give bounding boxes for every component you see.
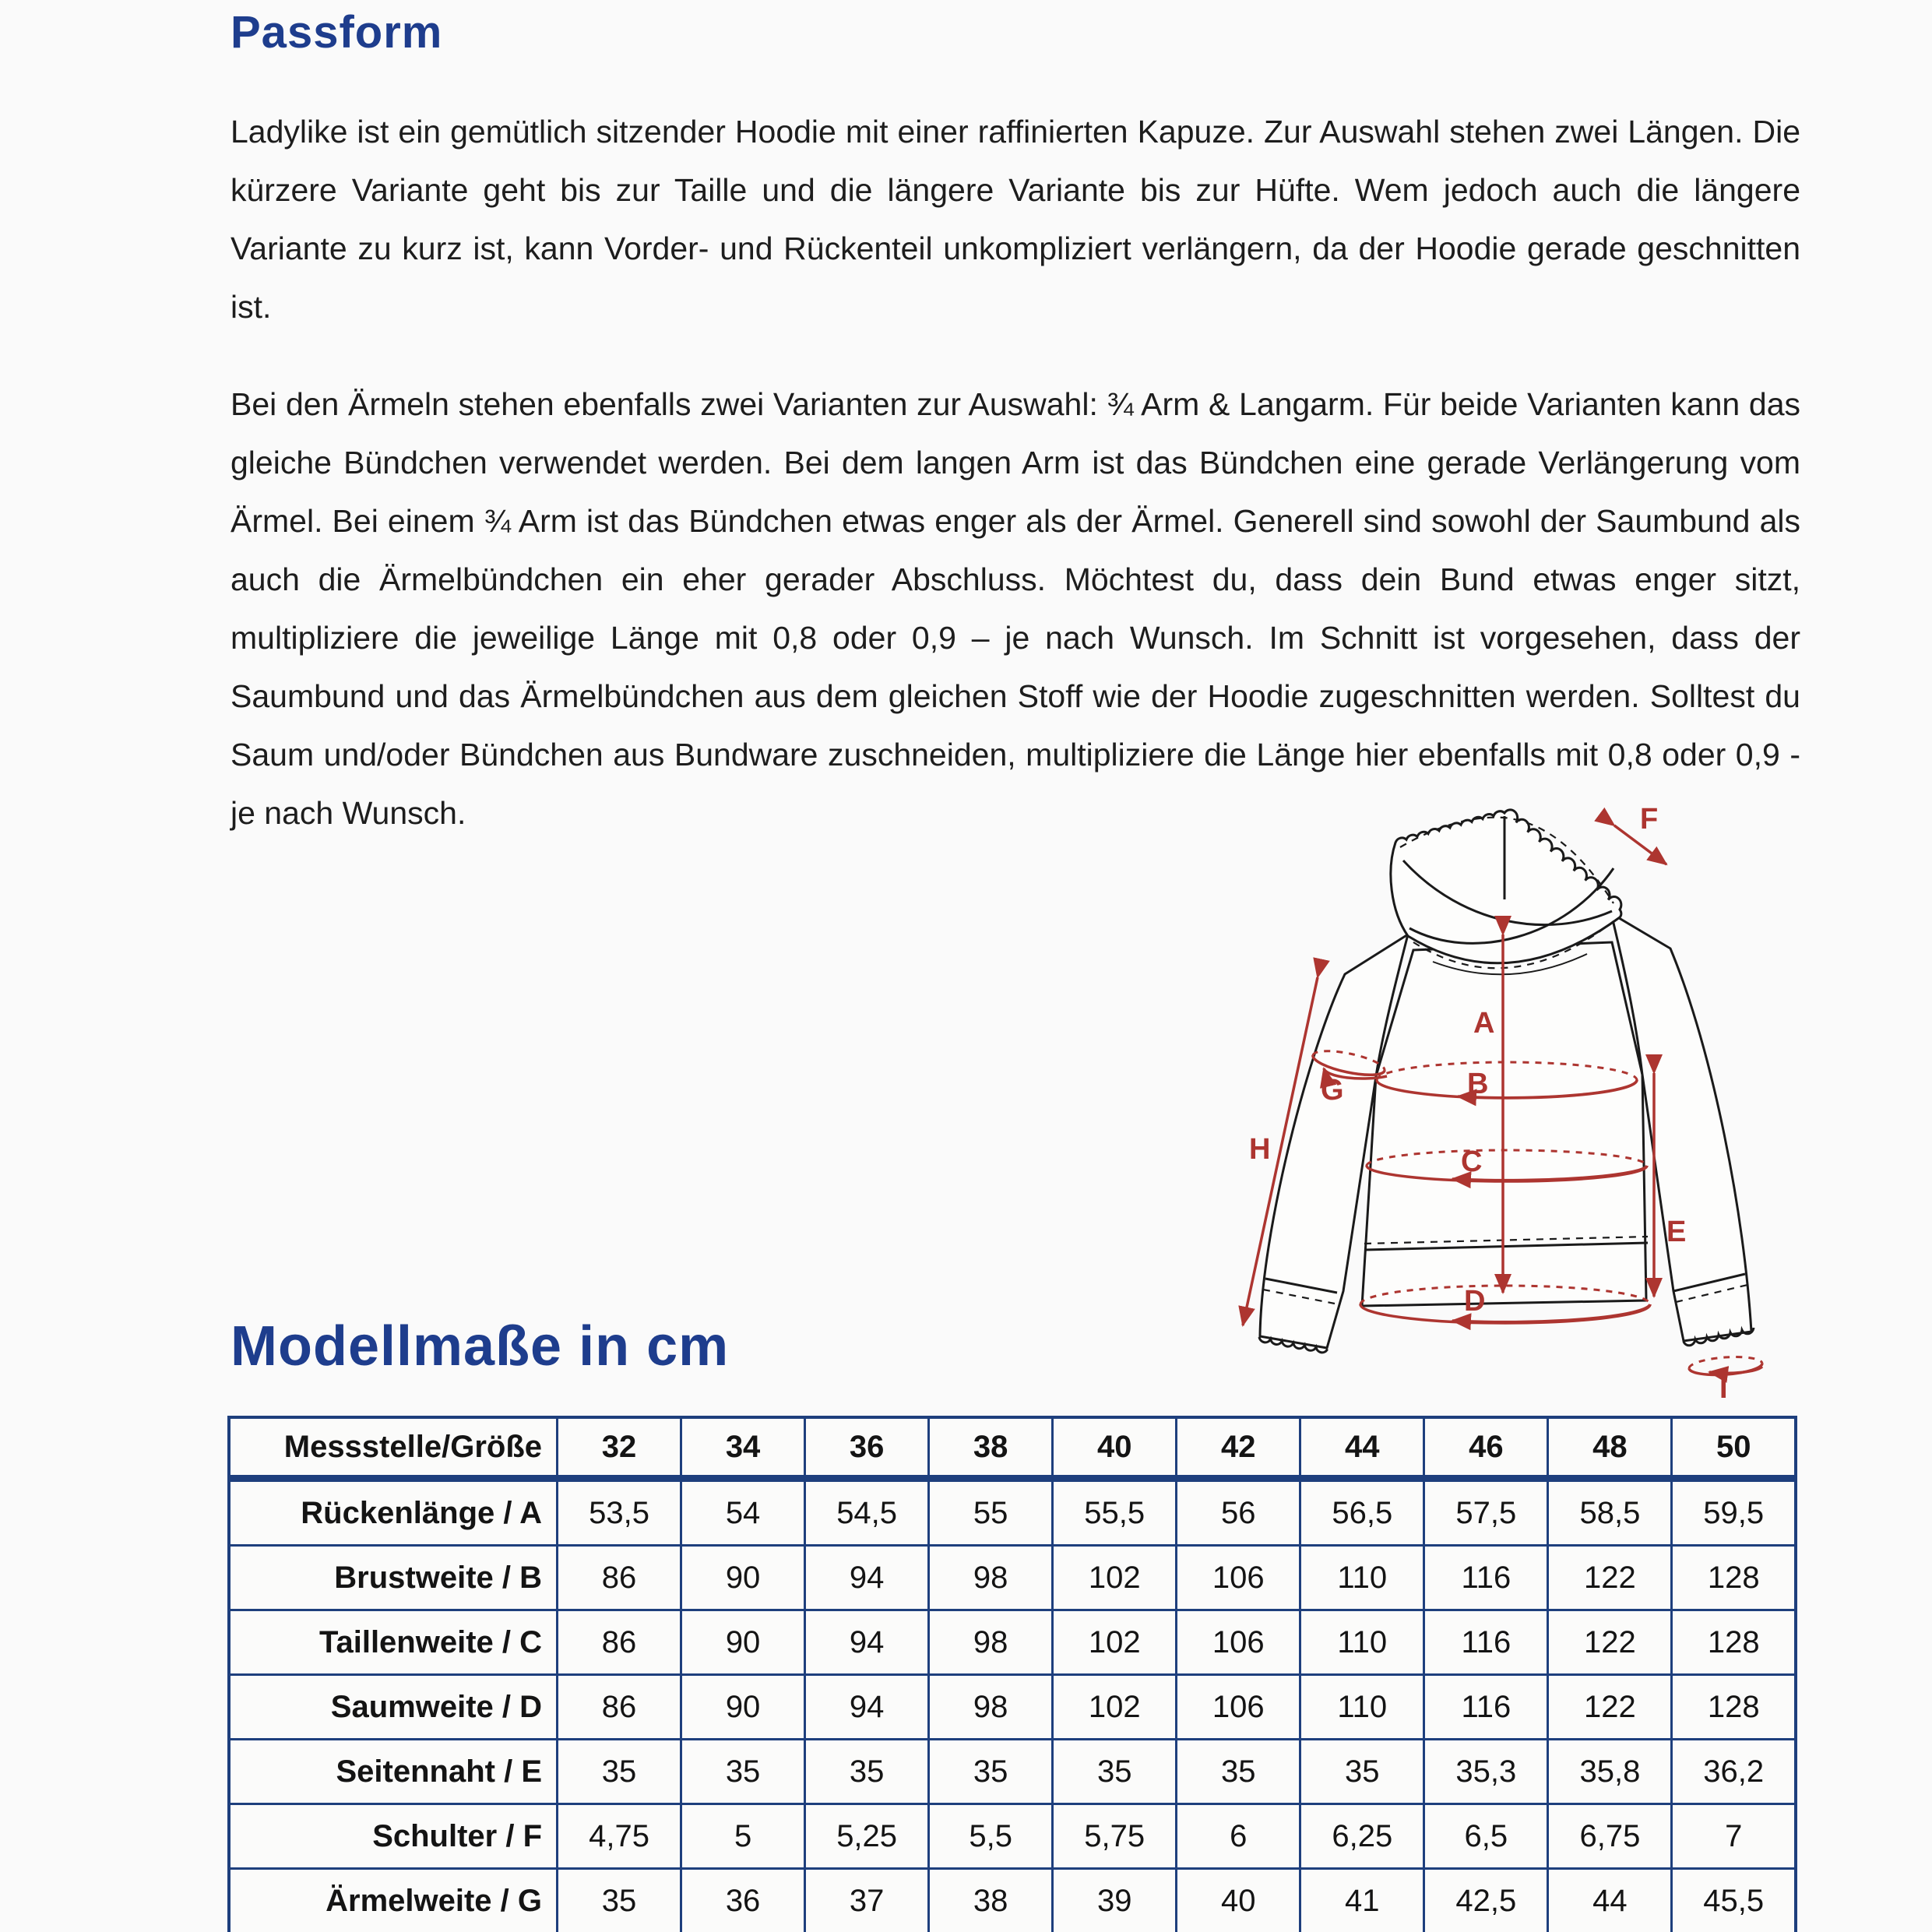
measurement-value-cell: 36 <box>681 1869 805 1932</box>
measurement-value-cell: 102 <box>1053 1546 1177 1610</box>
measurement-value-cell: 128 <box>1672 1675 1796 1740</box>
measurement-value-cell: 116 <box>1424 1546 1548 1610</box>
measurement-value-cell: 55,5 <box>1053 1479 1177 1546</box>
measurement-value-cell: 45,5 <box>1672 1869 1796 1932</box>
measurement-value-cell: 57,5 <box>1424 1479 1548 1546</box>
measurement-value-cell: 116 <box>1424 1675 1548 1740</box>
measurement-row-label: Schulter / F <box>229 1804 558 1869</box>
measurement-value-cell: 128 <box>1672 1546 1796 1610</box>
measurement-value-cell: 86 <box>558 1675 681 1740</box>
measurement-value-cell: 128 <box>1672 1610 1796 1675</box>
measurement-value-cell: 122 <box>1548 1610 1672 1675</box>
size-table-header-row <box>229 1417 1796 1479</box>
measurement-value-cell: 54,5 <box>805 1479 929 1546</box>
header-size-cell: 38 <box>929 1417 1053 1479</box>
hoodie-measurement-diagram <box>1199 794 1932 1417</box>
measurement-value-cell: 5,5 <box>929 1804 1053 1869</box>
measurement-row <box>229 1869 1796 1932</box>
header-size-cell: 36 <box>805 1417 929 1479</box>
measurement-row <box>229 1804 1796 1869</box>
measurement-row <box>229 1740 1796 1804</box>
measurement-value-cell: 86 <box>558 1610 681 1675</box>
measurement-value-cell: 102 <box>1053 1675 1177 1740</box>
measurement-value-cell: 42,5 <box>1424 1869 1548 1932</box>
measurement-value-cell: 106 <box>1177 1675 1300 1740</box>
measurement-value-cell: 35,8 <box>1548 1740 1672 1804</box>
measurement-value-cell: 56 <box>1177 1479 1300 1546</box>
measurement-row <box>229 1675 1796 1740</box>
measurement-row-label: Taillenweite / C <box>229 1610 558 1675</box>
measurement-value-cell: 94 <box>805 1675 929 1740</box>
measure-label-d: D <box>1464 1285 1486 1318</box>
measurement-value-cell: 6 <box>1177 1804 1300 1869</box>
measurement-value-cell: 35 <box>681 1740 805 1804</box>
measurement-value-cell: 102 <box>1053 1610 1177 1675</box>
section-title-passform: Passform <box>231 7 443 58</box>
measurement-value-cell: 90 <box>681 1546 805 1610</box>
fit-paragraph-2: Bei den Ärmeln stehen ebenfalls zwei Varianten zur Auswahl: ¾ Arm & Langarm. Für beide Varianten kann das gleiche Bündchen verwendet werden. Bei dem langen Arm ist das Bündchen eine gerade Verlängerung vom Ärmel. Bei einem ¾ Arm ist das Bündchen etwas enger als der Ärmel. Generell sind sowohl der Saumbund als auch die Ärmelbündchen ein eher gerader Abschluss. Möchtest du, dass dein Bund etwas enger sitzt, multipliziere die jeweilige Länge mit 0,8 oder 0,9 – je nach Wunsch. Im Schnitt ist vorgesehen, dass der Saumbund und das Ärmelbündchen aus dem gleichen Stoff wie der Hoodie zugeschnitten werden. Solltest du Saum und/oder Bündchen aus Bundware zuschneiden, multipliziere die Länge hier ebenfalls mit 0,8 oder 0,9 - je nach Wunsch. <box>231 386 1800 831</box>
measurement-value-cell: 5,75 <box>1053 1804 1177 1869</box>
section-title-modellmasse: Modellmaße in cm <box>231 1315 730 1378</box>
measure-label-a: A <box>1473 1007 1495 1040</box>
header-size-cell: 44 <box>1300 1417 1424 1479</box>
measurement-value-cell: 122 <box>1548 1675 1672 1740</box>
measure-label-h: H <box>1249 1133 1271 1166</box>
measurement-value-cell: 110 <box>1300 1675 1424 1740</box>
measure-label-i: I <box>1719 1372 1728 1405</box>
measurement-value-cell: 36,2 <box>1672 1740 1796 1804</box>
measurement-value-cell: 4,75 <box>558 1804 681 1869</box>
size-table-wrapper <box>227 1416 1797 1932</box>
measure-label-g: G <box>1321 1074 1344 1107</box>
measurement-value-cell: 7 <box>1672 1804 1796 1869</box>
size-table <box>227 1416 1797 1932</box>
measurement-value-cell: 35 <box>558 1869 681 1932</box>
measurement-value-cell: 38 <box>929 1869 1053 1932</box>
measurement-value-cell: 98 <box>929 1610 1053 1675</box>
measure-ellipse-D-bottom <box>1360 1304 1650 1323</box>
measurement-value-cell: 122 <box>1548 1546 1672 1610</box>
measurement-value-cell: 86 <box>558 1546 681 1610</box>
measurement-value-cell: 41 <box>1300 1869 1424 1932</box>
measurement-value-cell: 110 <box>1300 1610 1424 1675</box>
size-table-body <box>229 1479 1796 1932</box>
measurement-value-cell: 44 <box>1548 1869 1672 1932</box>
measurement-value-cell: 37 <box>805 1869 929 1932</box>
measure-label-b: B <box>1467 1068 1489 1100</box>
measure-label-f: F <box>1640 803 1659 836</box>
measurement-row-label: Seitennaht / E <box>229 1740 558 1804</box>
measurement-value-cell: 5 <box>681 1804 805 1869</box>
measurement-value-cell: 6,25 <box>1300 1804 1424 1869</box>
measurement-value-cell: 35 <box>1177 1740 1300 1804</box>
measurement-row-label: Rückenlänge / A <box>229 1479 558 1546</box>
measurement-value-cell: 94 <box>805 1610 929 1675</box>
header-size-cell: 42 <box>1177 1417 1300 1479</box>
measurement-value-cell: 35 <box>1300 1740 1424 1804</box>
header-size-cell: 46 <box>1424 1417 1548 1479</box>
measurement-value-cell: 40 <box>1177 1869 1300 1932</box>
measurement-value-cell: 35 <box>558 1740 681 1804</box>
measurement-value-cell: 6,75 <box>1548 1804 1672 1869</box>
measurement-value-cell: 56,5 <box>1300 1479 1424 1546</box>
measurement-value-cell: 53,5 <box>558 1479 681 1546</box>
measurement-value-cell: 90 <box>681 1675 805 1740</box>
measurement-value-cell: 58,5 <box>1548 1479 1672 1546</box>
header-size-cell: 32 <box>558 1417 681 1479</box>
measurement-value-cell: 90 <box>681 1610 805 1675</box>
measurement-value-cell: 35 <box>929 1740 1053 1804</box>
measurement-value-cell: 116 <box>1424 1610 1548 1675</box>
measurement-value-cell: 55 <box>929 1479 1053 1546</box>
measure-label-c: C <box>1461 1145 1483 1178</box>
measurement-row <box>229 1479 1796 1546</box>
measurement-row <box>229 1546 1796 1610</box>
measure-arrow-I <box>1709 1367 1762 1373</box>
header-label-cell: Messstelle/Größe <box>229 1417 558 1479</box>
header-size-cell: 48 <box>1548 1417 1672 1479</box>
measurement-value-cell: 110 <box>1300 1546 1424 1610</box>
measurement-row <box>229 1610 1796 1675</box>
header-size-cell: 40 <box>1053 1417 1177 1479</box>
measurement-value-cell: 6,5 <box>1424 1804 1548 1869</box>
header-size-cell: 50 <box>1672 1417 1796 1479</box>
measurement-value-cell: 35 <box>805 1740 929 1804</box>
measurement-value-cell: 94 <box>805 1546 929 1610</box>
measurement-value-cell: 106 <box>1177 1546 1300 1610</box>
measurement-value-cell: 35 <box>1053 1740 1177 1804</box>
header-size-cell: 34 <box>681 1417 805 1479</box>
measurement-value-cell: 59,5 <box>1672 1479 1796 1546</box>
measurement-row-label: Saumweite / D <box>229 1675 558 1740</box>
hoodie-technical-drawing <box>1199 794 1932 1417</box>
measurement-value-cell: 39 <box>1053 1869 1177 1932</box>
measurement-value-cell: 54 <box>681 1479 805 1546</box>
measure-label-e: E <box>1666 1216 1687 1248</box>
measurement-row-label: Ärmelweite / G <box>229 1869 558 1932</box>
measurement-value-cell: 106 <box>1177 1610 1300 1675</box>
measurement-value-cell: 5,25 <box>805 1804 929 1869</box>
measurement-row-label: Brustweite / B <box>229 1546 558 1610</box>
measurement-value-cell: 98 <box>929 1546 1053 1610</box>
fit-paragraph-1: Ladylike ist ein gemütlich sitzender Hoodie mit einer raffinierten Kapuze. Zur Auswahl stehen zwei Längen. Die kürzere Variante geht bis zur Taille und die längere Variante bis zur Hüfte. Wem jedoch auch die längere Variante zu kurz ist, kann Vorder- und Rückenteil unkompliziert verlängern, da der Hoodie gerade geschnitten ist. <box>231 114 1800 325</box>
measurement-value-cell: 98 <box>929 1675 1053 1740</box>
measurement-value-cell: 35,3 <box>1424 1740 1548 1804</box>
